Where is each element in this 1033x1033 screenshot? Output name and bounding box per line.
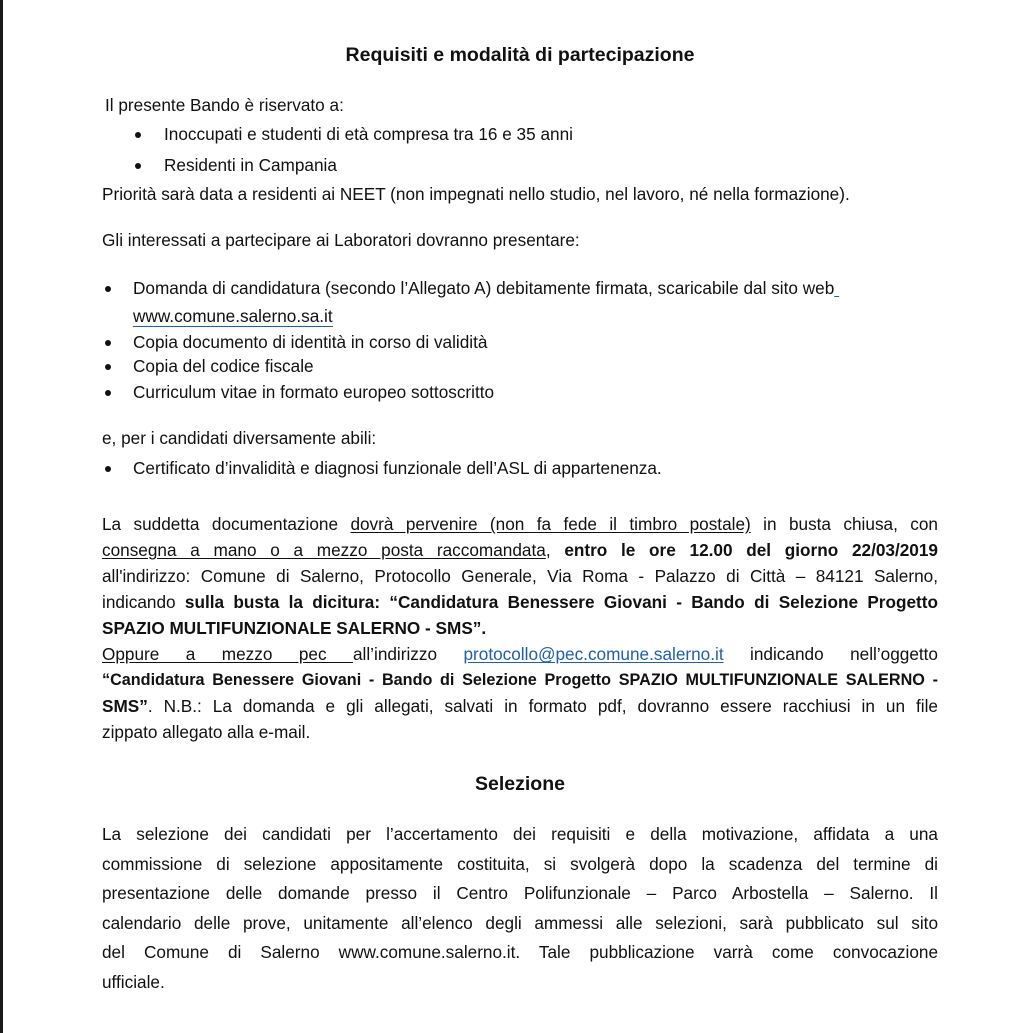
section-title-requirements: Requisiti e modalità di partecipazione: [345, 44, 695, 66]
bullet-icon: [105, 364, 111, 370]
document-item-1-link[interactable]: [133, 306, 333, 327]
submission-line-3: all'indirizzo: Comune di Salerno, Protocollo Generale, Via Roma - Palazzo di Città – 84121 Salerno,: [102, 566, 938, 586]
bullet-icon: [105, 340, 111, 346]
section-title-selection: Selezione: [475, 773, 565, 795]
intro-text: Il presente Bando è riservato a:: [105, 95, 344, 115]
document-item-1-text: Domanda di candidatura (secondo l’Allegato A) debitamente firmata, scaricabile dal sito web: [133, 278, 835, 298]
submission-line-4: indicando sulla busta la dicitura: “Candidatura Benessere Giovani - Bando di Selezione Progetto: [102, 592, 938, 612]
bullet-icon: [105, 286, 111, 292]
submission-line-2: consegna a mano o a mezzo posta raccomandata, entro le ore 12.00 del giorno 22/03/2019: [102, 540, 938, 560]
selection-line-3: presentazione delle domande presso il Centro Polifunzionale – Parco Arbostella – Salerno. Il: [102, 883, 938, 903]
disabled-item: Certificato d’invalidità e diagnosi funzionale dell’ASL di appartenenza.: [133, 458, 662, 478]
document-item-2: Copia documento di identità in corso di validità: [133, 332, 488, 352]
submission-line-7: “Candidatura Benessere Giovani - Bando di Selezione Progetto SPAZIO MULTIFUNZIONALE SALERNO -: [102, 671, 938, 689]
disabled-intro: e, per i candidati diversamente abili:: [102, 428, 377, 448]
submission-line-5: SPAZIO MULTIFUNZIONALE SALERNO - SMS”.: [102, 618, 487, 638]
bullet-icon: [105, 466, 111, 472]
selection-line-4: calendario delle prove, unitamente all’elenco degli ammessi alle selezioni, sarà pubblicato sul sito: [102, 912, 938, 933]
eligibility-item-1: Inoccupati e studenti di età compresa tra 16 e 35 anni: [164, 124, 573, 144]
bullet-icon: [135, 163, 141, 169]
selection-line-1: La selezione dei candidati per l’accertamento dei requisiti e della motivazione, affidata a una: [102, 824, 938, 844]
pec-email-link[interactable]: protocollo@pec.comune.salerno.it: [463, 644, 724, 664]
submission-paragraph: [102, 511, 938, 745]
documents-intro: Gli interessati a partecipare ai Laboratori dovranno presentare:: [102, 230, 580, 250]
eligibility-item-2: Residenti in Campania: [164, 155, 337, 175]
submission-line-1: La suddetta documentazione dovrà pervenire (non fa fede il timbro postale) in busta chiusa, con: [102, 514, 938, 534]
priority-text: Priorità sarà data a residenti ai NEET (non impegnati nello studio, nel lavoro, né nella formazione).: [102, 184, 850, 204]
selection-line-5: del Comune di Salerno www.comune.salerno.it. Tale pubblicazione varrà come convocazione: [102, 942, 938, 962]
document-item-1: [133, 278, 839, 299]
comune-website-link[interactable]: www.comune.salerno.sa.it: [133, 306, 333, 326]
page-left-border: [0, 0, 3, 1033]
selection-line-2: commissione di selezione appositamente costituita, si svolgerà dopo la scadenza del termine di: [102, 853, 938, 874]
bullet-icon: [105, 390, 111, 396]
submission-line-6: Oppure a mezzo pec all’indirizzo protocollo@pec.comune.salerno.it indicando nell’oggetto: [102, 644, 938, 664]
bullet-icon: [135, 132, 141, 138]
document-item-3: Copia del codice fiscale: [133, 356, 314, 376]
document-page: [102, 0, 938, 1033]
submission-line-9: zippato allegato alla e-mail.: [102, 722, 311, 742]
document-item-4: Curriculum vitae in formato europeo sottoscritto: [133, 382, 495, 402]
submission-line-8: SMS”. N.B.: La domanda e gli allegati, salvati in formato pdf, dovranno essere racchiusi in un file: [102, 696, 938, 716]
selection-line-6: ufficiale.: [102, 971, 165, 992]
selection-paragraph: [102, 820, 938, 997]
